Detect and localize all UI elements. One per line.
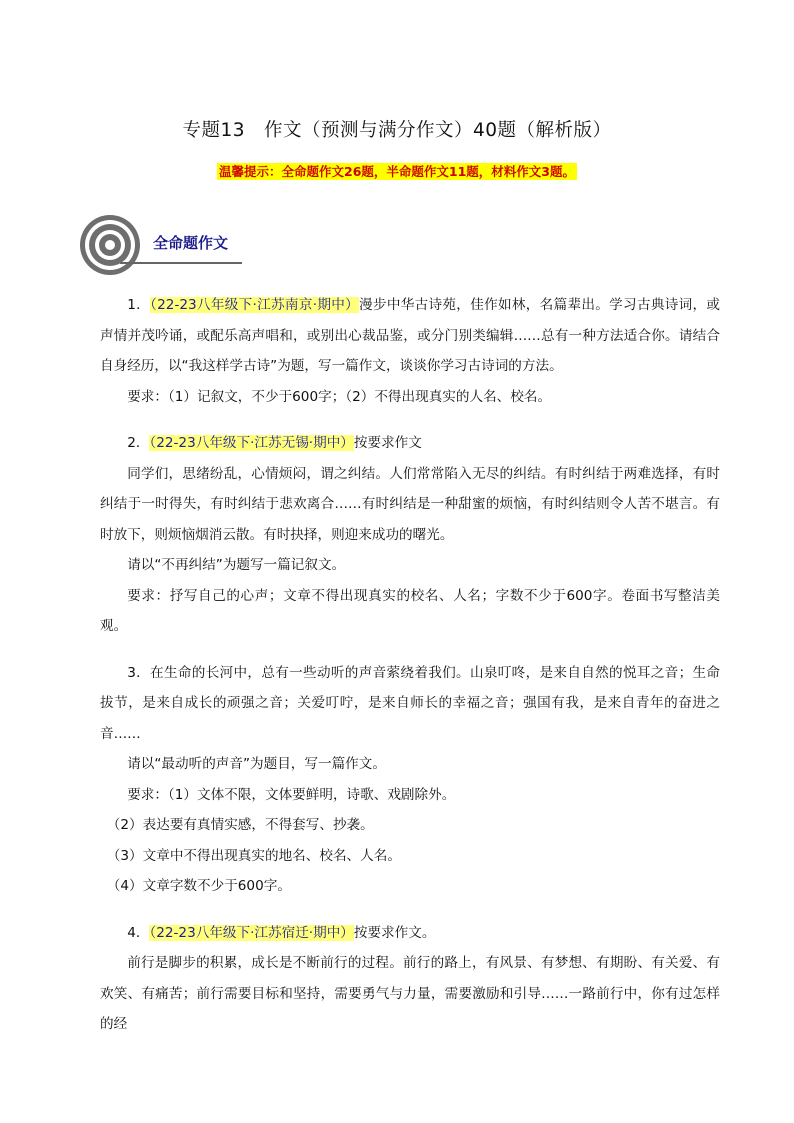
question-2-text (100, 428, 720, 459)
question-1-text (100, 290, 720, 382)
question-prompt: 同学们，思绪纷乱，心情烦闷，谓之纠结。人们常常陷入无尽的纠结。有时纠结于两难选择，有时纠结于一时得失，有时纠结于悲欢离合……有时纠结是一种甜蜜的烦恼，有时纠结则令人苦不堪言。有时放下，则烦恼烟消云散。有时抉择，则迎来成功的曙光。 (100, 465, 720, 543)
question-requirement-item: （4）文章字数不少于600字。 (106, 878, 291, 894)
question-task: 请以“不再纠结”为题写一篇记叙文。 (127, 557, 346, 573)
target-icon (78, 213, 142, 277)
question-prompt: 在生命的长河中，总有一些动听的声音萦绕着我们。山泉叮咚，是来自自然的悦耳之音；生命拔节，是来自成长的顽强之音；关爱叮咛，是来自师长的幸福之音；强国有我，是来自青年的奋进之音…… (100, 664, 720, 742)
question-1 (100, 290, 720, 412)
question-number: 3． (127, 664, 151, 681)
question-prompt: 前行是脚步的积累，成长是不断前行的过程。前行的路上，有风景、有梦想、有期盼、有关爱、有欢笑、有痛苦；前行需要目标和坚持，需要勇气与力量，需要激励和引导……一路前行中，你有过怎样的经 (100, 955, 720, 1032)
question-source: （22-23八年级下·江苏无锡·期中） (149, 435, 354, 451)
question-number: 1． (127, 297, 151, 313)
question-instruction: 按要求作文 (353, 435, 422, 451)
question-prompt: 漫步中华古诗苑，佳作如林，名篇辈出。学习古典诗词，或声情并茂吟诵，或配乐高声唱和，或别出心裁品鉴，或分门别类编辑……总有一种方法适合你。请结合自身经历，以“我这样学古诗”为题，写一篇作文，谈谈你学习古诗词的方法。 (100, 297, 721, 374)
document-title (0, 116, 794, 142)
question-number: 4． (127, 924, 150, 941)
question-task: 请以“最动听的声音”为题目，写一篇作文。 (127, 756, 386, 772)
question-requirement: 要求：（1）文体不限，文体要鲜明，诗歌、戏剧除外。 (127, 786, 456, 803)
question-requirement-item: （3）文章中不得出现真实的地名、校名、人名。 (106, 847, 401, 864)
question-requirement-item: （2）表达要有真情实感，不得套写、抄袭。 (106, 817, 374, 833)
section-title: 全命题作文 (153, 234, 229, 252)
question-4-text (100, 918, 720, 949)
tip-banner (0, 161, 794, 180)
question-instruction: 按要求作文。 (353, 924, 436, 941)
title-main: 专题13 作文（预测与满分作文）40题 (182, 120, 517, 141)
question-requirement: 要求：抒写自己的心声；文章不得出现真实的校名、人名；字数不少于600字。卷面书写整洁美观。 (100, 587, 720, 634)
question-requirement: 要求：（1）记叙文，不少于600字；（2）不得出现真实的人名、校名。 (127, 388, 552, 405)
question-3 (100, 658, 720, 902)
tip-text: 温馨提示：全命题作文26题，半命题作文11题，材料作文3题。 (219, 164, 575, 179)
question-2 (100, 428, 720, 642)
question-source: （22-23八年级下·江苏南京·期中） (150, 297, 360, 313)
question-number: 2． (127, 435, 150, 451)
question-4 (100, 918, 720, 1040)
section-underline (120, 262, 242, 264)
question-3-text (100, 658, 720, 750)
question-list (100, 290, 720, 1056)
question-source: （22-23八年级下·江苏宿迁·期中） (149, 924, 354, 941)
title-suffix: （解析版） (516, 120, 612, 141)
